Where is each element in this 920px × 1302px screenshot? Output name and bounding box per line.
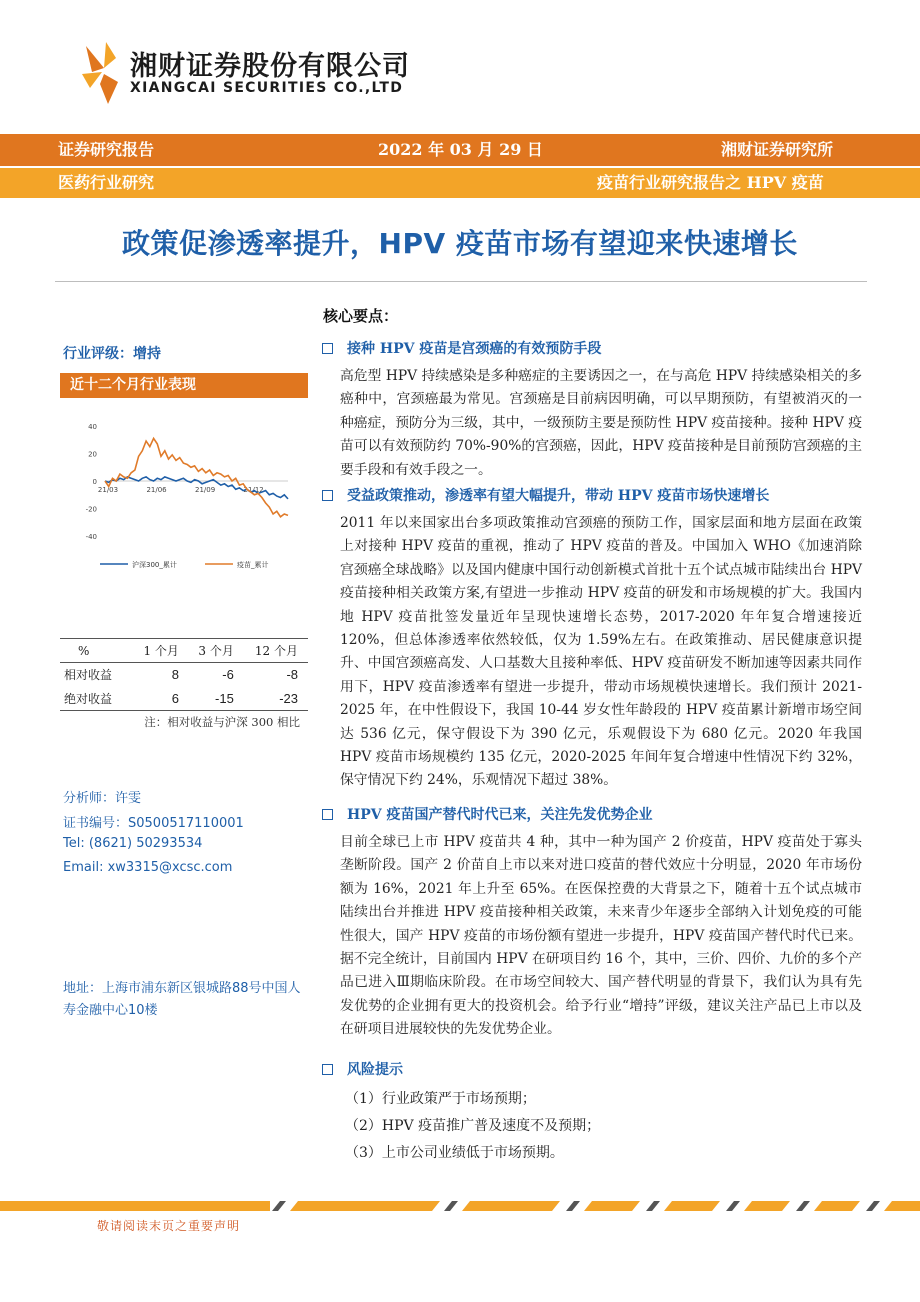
- institute-name: 湘财证券研究所: [721, 140, 834, 159]
- section-heading-text: 接种 HPV 疫苗是宫颈癌的有效预防手段: [347, 341, 602, 357]
- section-heading: [322, 804, 653, 824]
- industry-name: 医药行业研究: [58, 173, 155, 192]
- section-body: 目前全球已上市 HPV 疫苗共 4 种，其中一种为国产 2 价疫苗，HPV 疫苗处于寡头垄断阶段。国产 2 价苗自上市以来对进口疫苗的替代效应十分明显，2020 年市场份额为 16%，2021 年上升至 65%。在医保控费的大背景之下，随着十五个试点城市陆续出台并推进 HPV 疫苗接种相关政策，未来青少年逐步全部纳入计划免疫的可能性很大，国产 HPV 疫苗的市场份额有望进一步提升，HPV 疫苗国产替代时代已来。据不完全统计，目前国内 HPV 在研项目约 16 个，其中，三价、四价、九价的多个产品已进入Ⅲ期临床阶段。在市场空间较大、国产替代明显的背景下，我们认为具有先发优势的企业拥有更大的投资机会。给予行业“增持”评级，建议关注产品已上市以及在研项目进展较快的先发优势企业。: [340, 834, 862, 1038]
- table-row: [60, 663, 308, 687]
- table-cell: -8: [286, 667, 298, 683]
- table-note: 注：相对收益与沪深 300 相比: [144, 715, 300, 729]
- y-tick-label: -40: [85, 533, 97, 541]
- key-points-title: 核心要点：: [323, 307, 399, 325]
- section-heading: [322, 338, 601, 358]
- section-heading-text: 受益政策推动，渗透率有望大幅提升，带动 HPV 疫苗市场快速增长: [347, 488, 770, 504]
- footer-stripes: [0, 1201, 920, 1211]
- row-label: 相对收益: [64, 668, 113, 683]
- table-cell: -6: [222, 667, 234, 683]
- row-label: 绝对收益: [64, 691, 113, 706]
- y-tick-label: -20: [85, 505, 97, 514]
- section-heading-text: HPV 疫苗国产替代时代已来，关注先发优势企业: [347, 807, 653, 823]
- table-header-cell: %: [78, 643, 90, 658]
- section-heading-text: 风险提示: [347, 1062, 403, 1078]
- logo-mark-icon: [82, 38, 122, 108]
- legend-label: 疫苗_累计: [237, 561, 269, 569]
- report-series: 疫苗行业研究报告之 HPV 疫苗: [597, 173, 824, 192]
- section-body: 高危型 HPV 持续感染是多种癌症的主要诱因之一，在与高危 HPV 持续感染相关的多癌种中，宫颈癌最为常见。宫颈癌是目前病因明确，可以早期预防，有望被消灭的一种癌症，预防分为三级，其中，一级预防主要是预防性 HPV 疫苗接种。接种 HPV 疫苗可以有效预防约 70%-90%的宫颈癌，因此，HPV 疫苗接种是目前预防宫颈癌的主要手段和有效手段之一。: [340, 368, 862, 478]
- company-logo: [82, 38, 442, 108]
- company-name-cn: 湘财证券股份有限公司: [130, 51, 410, 82]
- performance-title: 近十二个月行业表现: [60, 373, 308, 398]
- section-heading: [322, 485, 769, 505]
- table-header-row: [60, 639, 308, 663]
- table-cell: -23: [279, 690, 298, 706]
- x-tick-label: 21/03: [97, 486, 119, 494]
- company-address: 地址：上海市浦东新区银城路88号中国人寿金融中心10楼: [63, 981, 301, 1018]
- risk-item: （1）行业政策严于市场预期；: [345, 1091, 536, 1107]
- header-bar-bottom: [0, 168, 920, 198]
- table-cell: 8: [171, 667, 179, 683]
- x-tick-label: 21/06: [146, 486, 167, 494]
- table-row: [60, 687, 308, 711]
- performance-table: [60, 638, 308, 711]
- analyst-cert: 证书编号：S0500517110001: [63, 816, 244, 831]
- y-tick-label: 40: [88, 423, 97, 431]
- page-title: 政策促渗透率提升，HPV 疫苗市场有望迎来快速增长: [122, 227, 798, 260]
- analyst-email: Email: xw3315@xcsc.com: [63, 860, 233, 875]
- table-header-cell: 3 个月: [198, 644, 234, 658]
- performance-chart: [60, 410, 310, 580]
- x-tick-label: 21/09: [195, 486, 216, 494]
- table-cell: -15: [215, 690, 234, 706]
- footer-disclaimer: 敬请阅读末页之重要声明: [97, 1219, 241, 1233]
- report-date: 2022 年 03 月 29 日: [378, 140, 543, 159]
- analyst-tel: Tel: (8621) 50293534: [63, 836, 203, 851]
- section-body: 2011 年以来国家出台多项政策推动宫颈癌的预防工作，国家层面和地方层面在政策上对接种 HPV 疫苗的重视，推动了 HPV 疫苗的普及。中国加入 WHO《加速消除宫颈癌全球战略》以及国内健康中国行动创新模式首批十五个试点城市陆续出台 HPV 疫苗接种相关政策方案,有望进一步推动 HPV 疫苗的研发和市场规模的扩大。我国内地 HPV 疫苗批签发量近年呈现快速增长态势，2017-2020 年年复合增速接近 120%，但总体渗透率依然较低，仅为 1.59%左右。在政策推动、居民健康意识提升、中国宫颈癌高发、人口基数大且接种率低、HPV 疫苗研发不断加速等因素共同作用下，HPV 疫苗渗透率有望进一步提升，带动市场规模快速增长。我们预计 2021-2025 年，在中性假设下，我国 10-44 岁女性年龄段的 HPV 疫苗累计新增市场空间达 536 亿元，保守假设下为 390 亿元，乐观假设下为 680 亿元。2020 年我国 HPV 疫苗市场规模约 135 亿元，2020-2025 年间年复合增速中性情况下约 32%，保守情况下约 24%，乐观情况下超过 38%。: [340, 515, 862, 789]
- checkbox-icon: [322, 1064, 333, 1075]
- table-cell: 6: [171, 690, 179, 706]
- analyst-name: 分析师：许雯: [63, 791, 142, 806]
- y-tick-label: 20: [88, 450, 97, 459]
- legend-label: 沪深300_累计: [132, 561, 177, 569]
- series-line-1: [105, 438, 288, 516]
- risk-item: （2）HPV 疫苗推广普及速度不及预期；: [345, 1118, 601, 1134]
- x-tick-label: 21/12: [243, 486, 264, 494]
- y-tick-label: 0: [92, 478, 97, 486]
- checkbox-icon: [322, 490, 333, 501]
- checkbox-icon: [322, 809, 333, 820]
- section-heading: [322, 1059, 403, 1079]
- title-divider: [55, 281, 867, 282]
- checkbox-icon: [322, 343, 333, 354]
- company-name-en: XIANGCAI SECURITIES CO.,LTD: [130, 80, 404, 96]
- header-bar-top: [0, 134, 920, 166]
- table-header-cell: 12 个月: [254, 644, 298, 658]
- risk-item: （3）上市公司业绩低于市场预期。: [345, 1145, 564, 1161]
- table-header-cell: 1 个月: [143, 644, 179, 658]
- industry-rating: 行业评级：增持: [63, 346, 161, 362]
- report-type: 证券研究报告: [58, 140, 155, 159]
